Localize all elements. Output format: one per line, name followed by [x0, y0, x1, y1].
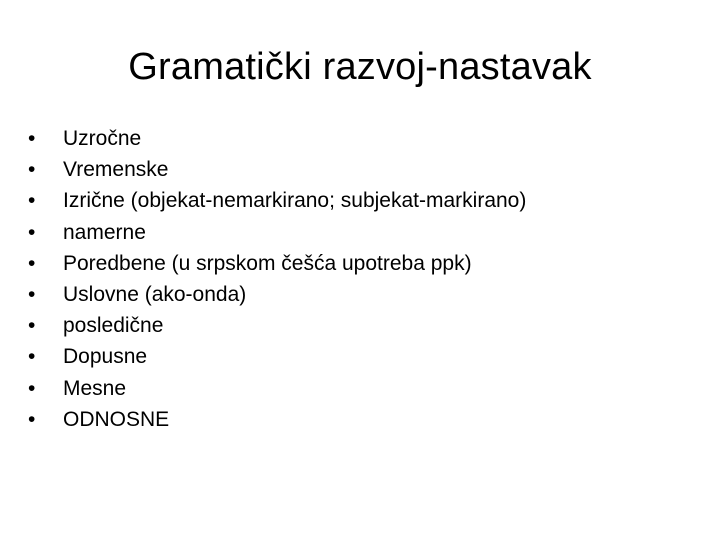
bullet-icon: • [28, 345, 36, 369]
bullet-icon: • [28, 189, 36, 213]
list-item [28, 123, 698, 154]
bullet-icon: • [28, 251, 36, 275]
bullet-list [28, 123, 698, 435]
bullet-icon: • [28, 127, 36, 150]
list-item-text: Mesne [63, 376, 127, 400]
list-item [28, 248, 698, 279]
list-item-text: namerne [63, 220, 146, 244]
list-item [28, 404, 698, 435]
list-item-text: Dopusne [63, 345, 148, 369]
list-item-text: Poredbene (u srpskom češća upotreba ppk) [63, 251, 472, 275]
bullet-icon: • [28, 314, 36, 338]
list-item [28, 310, 698, 341]
list-item-text: Uslovne (ako-onda) [63, 282, 247, 306]
list-item-text: Uzročne [63, 127, 142, 150]
list-item-text: Izrične (objekat-nemarkirano; subjekat-markirano) [63, 189, 527, 213]
list-item-text: Vremenske [63, 158, 169, 182]
bullet-icon: • [28, 282, 36, 306]
bullet-icon: • [28, 407, 36, 431]
list-item [28, 217, 698, 248]
slide-title: Gramatički razvoj-nastavak [128, 46, 592, 88]
bullet-icon: • [28, 158, 36, 182]
list-item [28, 341, 698, 372]
bullet-icon: • [28, 220, 36, 244]
list-item [28, 373, 698, 404]
list-item [28, 279, 698, 310]
list-item [28, 185, 698, 216]
list-item [28, 154, 698, 185]
bullet-icon: • [28, 376, 36, 400]
list-item-text: posledične [63, 314, 164, 338]
list-item-text: ODNOSNE [63, 407, 170, 431]
